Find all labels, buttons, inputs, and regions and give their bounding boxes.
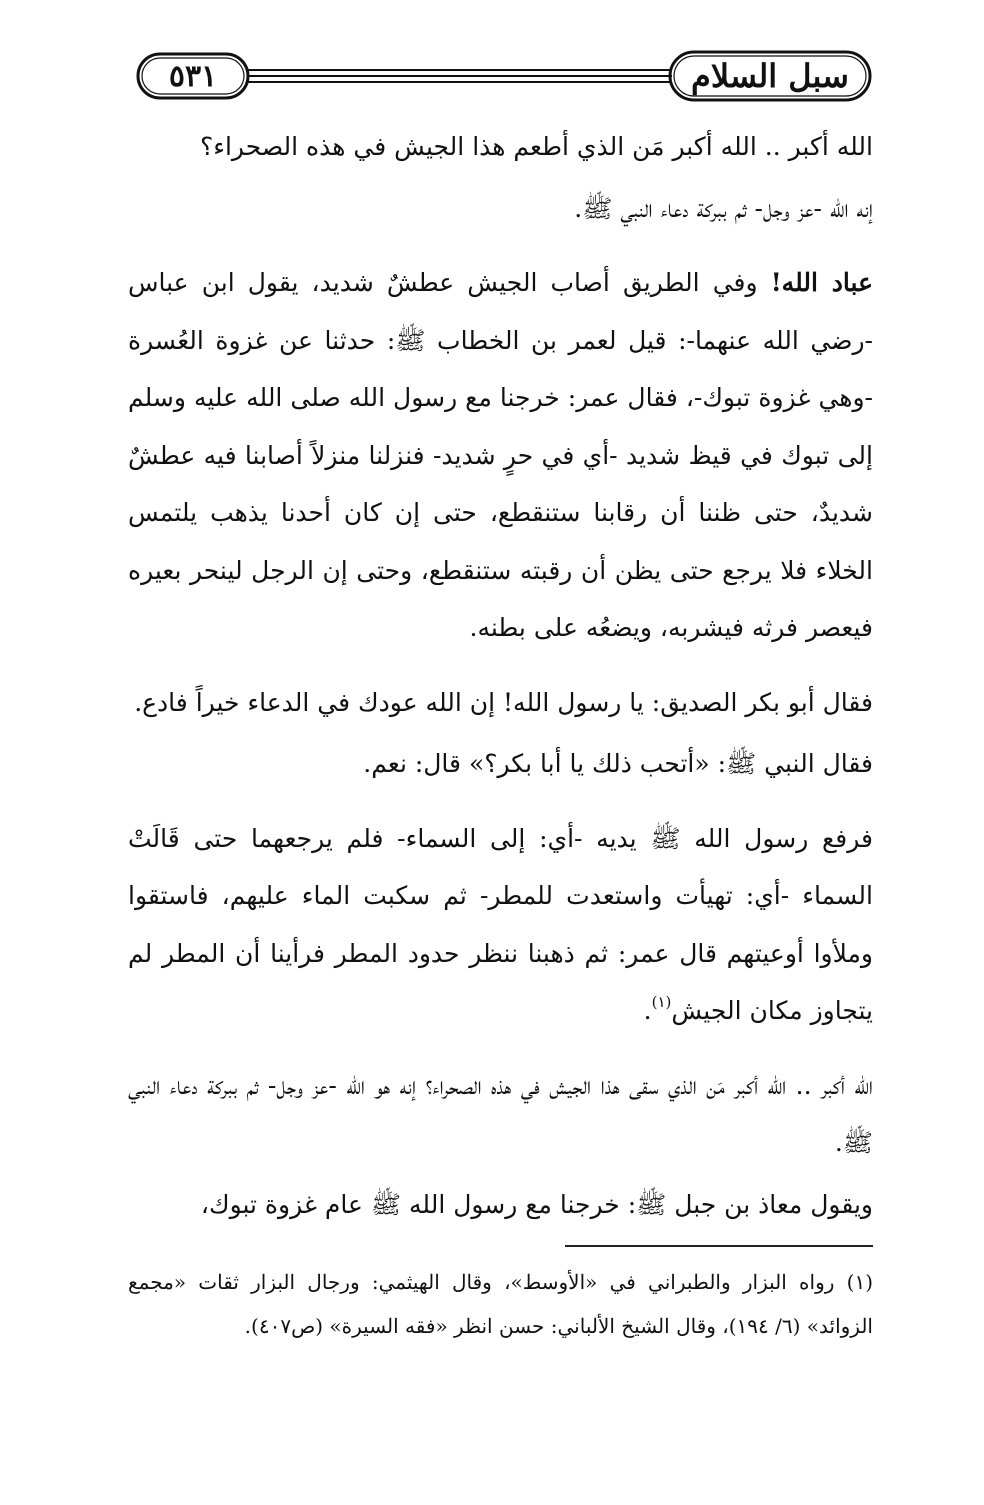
paragraph-lead: عباد الله! <box>770 268 873 297</box>
page-body <box>128 118 873 1250</box>
footnote: (١) رواه البزار والطبراني في «الأوسط»، وقال الهيثمي: ورجال البزار ثقات «مجمع الزوائد» (٦/ ١٩٤)، وقال الشيخ الألباني: حسن انظر «فقه السيرة» (ص٤٠٧). <box>128 1270 873 1338</box>
paragraph-text: فرفع رسول الله ﷺ يديه -أي: إلى السماء- فلم يرجعهما حتى قَالَتْ السماء -أي: تهيأت واستعدت للمطر- ثم سكبت الماء عليهم، فاستقوا وملأوا أوعيتهم قال عمر: ثم ذهبنا ننظر حدود المطر فرأينا أن المطر لم يتجاوز مكان الجيش <box>128 823 873 1025</box>
paragraph: الله أكبر .. الله أكبر مَن الذي سقى هذا الجيش في هذه الصحراء؟ إنه هو الله -عز وجل- ثم ببركة دعاء النبي ﷺ. <box>128 1070 873 1157</box>
paragraph: فقال أبو بكر الصديق: يا رسول الله! إن الله عودك في الدعاء خيراً فادع. <box>134 687 873 717</box>
page-number: ٥٣١ <box>168 58 218 94</box>
footnote-reference: (١) <box>651 993 672 1011</box>
book-title: سبل السلام <box>691 57 849 95</box>
paragraph: إنه الله -عز وجل- ثم ببركة دعاء النبي ﷺ. <box>574 193 873 223</box>
paragraph-end: . <box>643 996 652 1025</box>
paragraph: ويقول معاذ بن جبل ﷺ: خرجنا مع رسول الله ﷺ عام غزوة تبوك، <box>200 1189 873 1219</box>
paragraph: فقال النبي ﷺ: «أتحب ذلك يا أبا بكر؟» قال: نعم. <box>363 749 873 778</box>
page-header <box>120 44 880 108</box>
paragraph: الله أكبر .. الله أكبر مَن الذي أطعم هذا الجيش في هذه الصحراء؟ <box>199 132 873 161</box>
paragraph <box>128 810 873 1040</box>
paragraph <box>128 254 873 657</box>
paragraph-text: وفي الطريق أصاب الجيش عطشٌ شديد، يقول ابن عباس -رضي الله عنهما-: قيل لعمر بن الخطاب ﷺ: حدثنا عن غزوة العُسرة -وهي غزوة تبوك-، فقال عمر: خرجنا مع رسول الله صلى الله عليه وسلم إلى تبوك في قيظ شديد -أي في حرٍ شديد- فنزلنا منزلاً أصابنا فيه عطشٌ شديدٌ، حتى ظننا أن رقابنا ستنقطع، حتى إن كان أحدنا يذهب يلتمس الخلاء فلا يرجع حتى يظن أن رقبته ستنقطع، وحتى إن الرجل لينحر بعيره فيعصر فرثه فيشربه، ويضعُه على بطنه. <box>128 268 873 642</box>
footnote-separator <box>565 1245 873 1247</box>
